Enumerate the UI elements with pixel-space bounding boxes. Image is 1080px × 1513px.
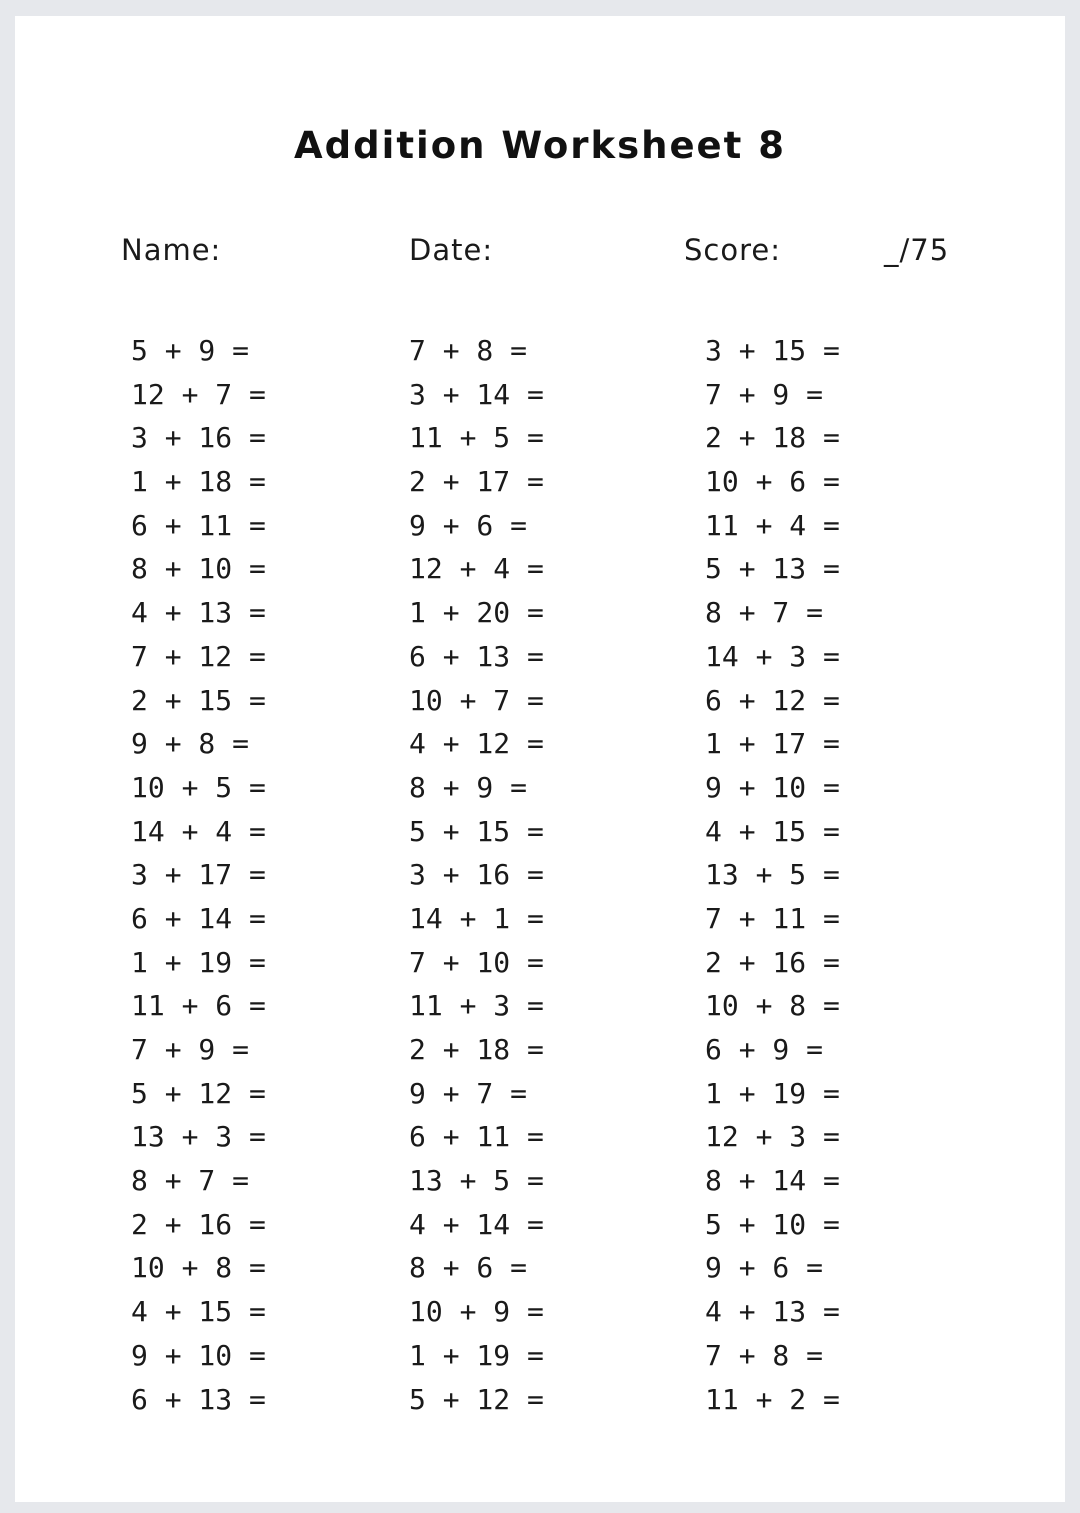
problem-item: 4 + 12 = — [409, 727, 544, 761]
problem-item: 4 + 15 = — [705, 814, 840, 848]
score-label: Score: — [684, 233, 781, 267]
problem-item: 6 + 12 = — [705, 683, 840, 717]
problem-item: 9 + 8 = — [131, 727, 250, 761]
problem-item: 9 + 10 = — [131, 1338, 266, 1372]
date-label: Date: — [409, 233, 494, 267]
problem-item: 1 + 19 = — [131, 945, 266, 979]
problem-item: 9 + 6 = — [705, 1251, 824, 1285]
problem-item: 7 + 11 = — [705, 901, 840, 935]
problem-item: 11 + 6 = — [131, 989, 266, 1023]
problem-item: 10 + 9 = — [409, 1295, 544, 1329]
problem-item: 8 + 10 = — [131, 552, 266, 586]
problem-item: 3 + 14 = — [409, 377, 544, 411]
problem-item: 5 + 10 = — [705, 1207, 840, 1241]
problem-item: 2 + 16 = — [705, 945, 840, 979]
problem-item: 5 + 15 = — [409, 814, 544, 848]
problem-item: 7 + 12 = — [131, 639, 266, 673]
problem-item: 3 + 16 = — [131, 421, 266, 455]
problem-item: 6 + 9 = — [705, 1033, 824, 1066]
problem-item: 10 + 8 = — [705, 989, 840, 1023]
problem-item: 13 + 5 = — [409, 1164, 544, 1198]
name-label: Name: — [121, 233, 222, 267]
problem-item: 11 + 3 = — [409, 989, 544, 1023]
problem-item: 5 + 13 = — [705, 552, 840, 586]
problem-item: 2 + 17 = — [409, 465, 544, 499]
problem-item: 10 + 6 = — [705, 465, 840, 499]
problem-item: 6 + 14 = — [131, 901, 266, 935]
problem-item: 4 + 13 = — [705, 1295, 840, 1329]
problem-item: 10 + 5 = — [131, 770, 266, 804]
problem-item: 5 + 12 = — [409, 1382, 544, 1416]
problem-column-3 — [705, 329, 840, 1421]
problem-item: 14 + 3 = — [705, 639, 840, 673]
problem-item: 11 + 2 = — [705, 1382, 840, 1416]
problem-item: 3 + 16 = — [409, 858, 544, 892]
problem-item: 7 + 8 = — [409, 334, 528, 367]
problem-item: 6 + 11 = — [131, 508, 266, 542]
score-total: _/75 — [884, 233, 950, 267]
problem-item: 2 + 18 = — [705, 421, 840, 455]
problem-item: 13 + 3 = — [131, 1120, 266, 1154]
problem-item: 7 + 8 = — [705, 1338, 824, 1372]
problem-item: 11 + 4 = — [705, 508, 840, 542]
problem-item: 1 + 18 = — [131, 465, 266, 499]
problem-item: 14 + 4 = — [131, 814, 266, 848]
problem-item: 8 + 7 = — [131, 1164, 250, 1198]
problem-column-1 — [131, 329, 266, 1421]
problem-item: 3 + 17 = — [131, 858, 266, 892]
problem-item: 4 + 13 = — [131, 596, 266, 630]
problem-item: 13 + 5 = — [705, 858, 840, 892]
problem-item: 6 + 13 = — [131, 1382, 266, 1416]
problem-item: 8 + 9 = — [409, 770, 528, 804]
problem-item: 9 + 10 = — [705, 770, 840, 804]
problem-item: 4 + 15 = — [131, 1295, 266, 1329]
problem-item: 7 + 9 = — [131, 1033, 250, 1066]
problem-item: 6 + 11 = — [409, 1120, 544, 1154]
problem-item: 10 + 8 = — [131, 1251, 266, 1285]
problem-item: 9 + 7 = — [409, 1076, 528, 1110]
problem-item: 2 + 18 = — [409, 1033, 544, 1066]
problem-item: 10 + 7 = — [409, 683, 544, 717]
problem-item: 14 + 1 = — [409, 901, 544, 935]
problem-item: 7 + 10 = — [409, 945, 544, 979]
problem-item: 2 + 15 = — [131, 683, 266, 717]
problem-item: 12 + 4 = — [409, 552, 544, 586]
problem-item: 4 + 14 = — [409, 1207, 544, 1241]
problem-item: 1 + 19 = — [409, 1338, 544, 1372]
problem-item: 6 + 13 = — [409, 639, 544, 673]
problem-item: 8 + 6 = — [409, 1251, 528, 1285]
problem-item: 8 + 7 = — [705, 596, 824, 630]
problem-item: 3 + 15 = — [705, 334, 840, 367]
problem-item: 12 + 3 = — [705, 1120, 840, 1154]
worksheet-title: Addition Worksheet 8 — [294, 124, 786, 167]
problem-item: 1 + 17 = — [705, 727, 840, 761]
problem-item: 1 + 20 = — [409, 596, 544, 630]
problem-item: 5 + 9 = — [131, 334, 250, 367]
problem-column-2 — [409, 329, 544, 1421]
problem-item: 5 + 12 = — [131, 1076, 266, 1110]
problem-item: 9 + 6 = — [409, 508, 528, 542]
problem-item: 1 + 19 = — [705, 1076, 840, 1110]
problem-item: 7 + 9 = — [705, 377, 824, 411]
problem-item: 11 + 5 = — [409, 421, 544, 455]
problem-item: 2 + 16 = — [131, 1207, 266, 1241]
problem-item: 12 + 7 = — [131, 377, 266, 411]
problem-item: 8 + 14 = — [705, 1164, 840, 1198]
